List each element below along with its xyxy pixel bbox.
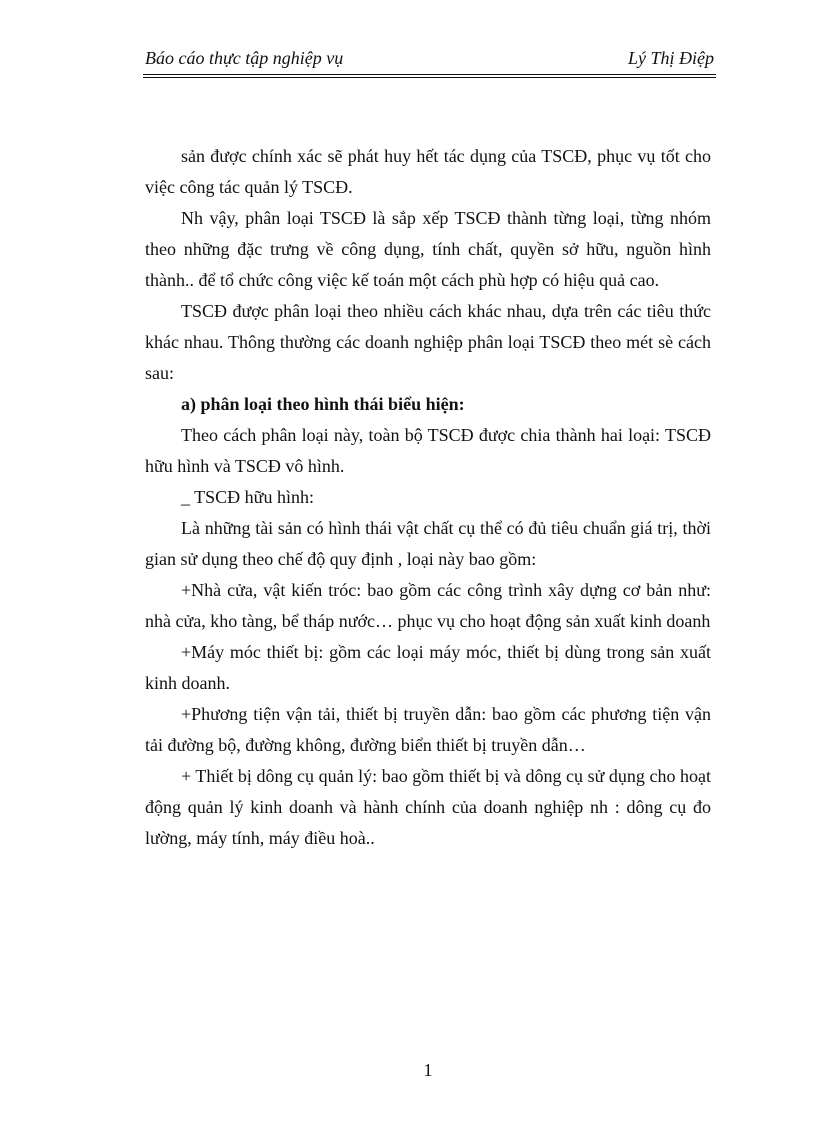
paragraph: +Phương tiện vận tải, thiết bị truyền dẫn: bao gồm các phương tiện vận tải đường bộ, đường không, đường biển thiết bị truyền dẫn… — [145, 704, 711, 755]
page-number: 1 — [423, 1060, 433, 1080]
header-rule — [143, 74, 716, 75]
header-rule-thin — [143, 77, 716, 78]
page-header — [145, 48, 714, 72]
paragraph: + Thiết bị dông cụ quản lý: bao gồm thiết bị và dông cụ sử dụng cho hoạt động quản lý kinh doanh và hành chính của doanh nghiệp nh : dông cụ đo lường, máy tính, máy điều hoà.. — [145, 766, 711, 848]
header-author: Lý Thị Điệp — [627, 48, 714, 68]
paragraph: _ TSCĐ hữu hình: — [181, 487, 314, 507]
paragraph: Nh vậy, phân loại TSCĐ là sắp xếp TSCĐ thành từng loại, từng nhóm theo những đặc trưng về công dụng, tính chất, quyền sở hữu, nguồn hình thành.. để tổ chức công việc kế toán một cách phù hợp có hiệu quả cao. — [145, 208, 711, 290]
paragraph: sản được chính xác sẽ phát huy hết tác dụng của TSCĐ, phục vụ tốt cho việc công tác quản lý TSCĐ. — [145, 146, 711, 197]
paragraph: Theo cách phân loại này, toàn bộ TSCĐ được chia thành hai loại: TSCĐ hữu hình và TSCĐ vô hình. — [145, 425, 711, 476]
paragraph: Là những tài sản có hình thái vật chất cụ thể có đủ tiêu chuẩn giá trị, thời gian sử dụng theo chế độ quy định , loại này bao gồm: — [145, 518, 711, 569]
paragraph: +Máy móc thiết bị: gồm các loại máy móc, thiết bị dùng trong sản xuất kinh doanh. — [145, 642, 711, 693]
header-title: Báo cáo thực tập nghiệp vụ — [145, 48, 344, 68]
paragraph: TSCĐ được phân loại theo nhiều cách khác nhau, dựa trên các tiêu thức khác nhau. Thông thường các doanh nghiệp phân loại TSCĐ theo mét sè cách sau: — [145, 301, 711, 383]
document-body — [145, 141, 711, 854]
paragraph: +Nhà cửa, vật kiến tróc: bao gồm các công trình xây dựng cơ bản như: nhà cửa, kho tàng, bể tháp nước… phục vụ cho hoạt động sản xuất kinh doanh — [145, 580, 711, 631]
section-heading: a) phân loại theo hình thái biểu hiện: — [181, 394, 465, 414]
